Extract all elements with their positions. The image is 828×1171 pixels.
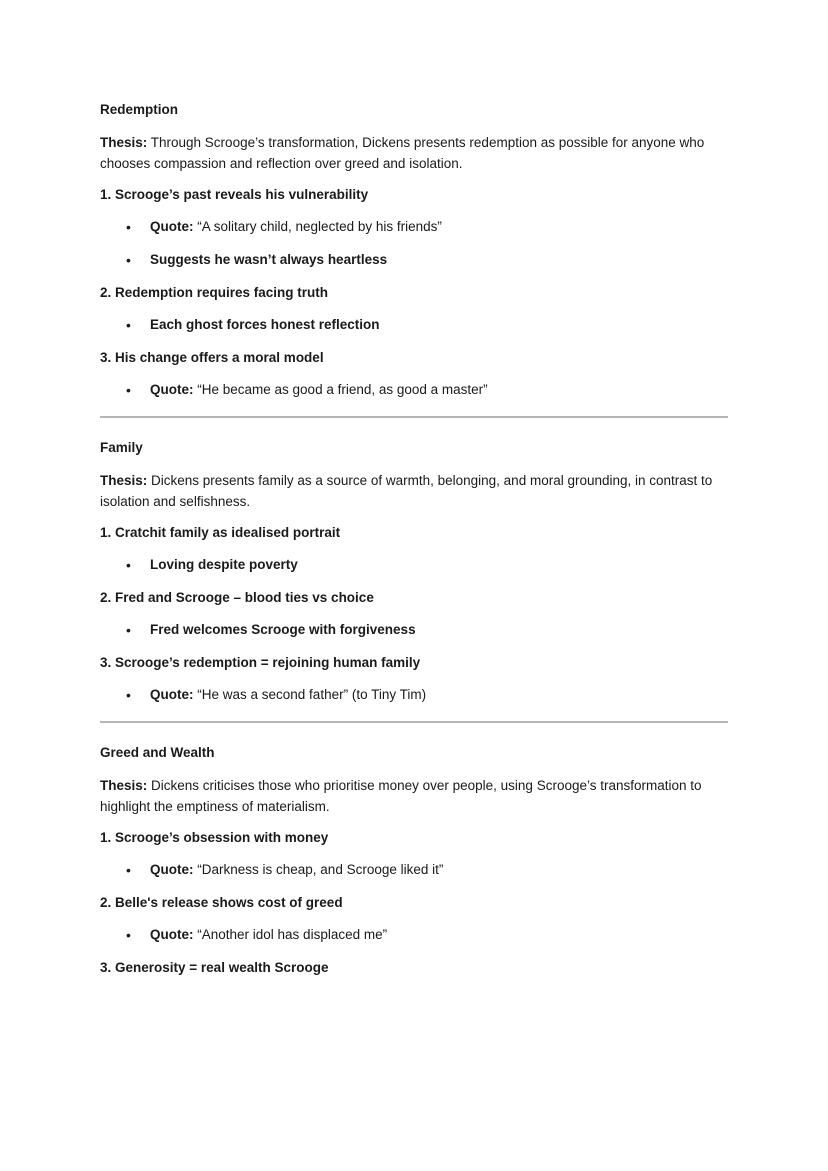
bullet-icon: •	[126, 557, 131, 573]
thesis-text: Dickens presents family as a source of warmth, belonging, and moral grounding, in contrast to isolation and selfishness.	[100, 473, 713, 509]
section-redemption	[100, 100, 728, 400]
bullet-icon: •	[126, 927, 131, 943]
point-heading: 1. Scrooge’s past reveals his vulnerability	[100, 187, 369, 202]
point-heading: 1. Cratchit family as idealised portrait	[100, 525, 341, 540]
bullet-icon: •	[126, 382, 131, 398]
bullet-item	[100, 250, 728, 270]
bullet-item	[100, 217, 728, 237]
bullet-icon: •	[126, 687, 131, 703]
section-greed-and-wealth	[100, 743, 728, 978]
point-heading: 3. His change offers a moral model	[100, 350, 324, 365]
bullet-label: Fred welcomes Scrooge with forgiveness	[150, 622, 416, 637]
thesis	[100, 470, 728, 512]
bullet-item	[100, 860, 728, 880]
bullet-label: Quote:	[150, 382, 194, 397]
thesis	[100, 775, 728, 817]
bullet-text: “Darkness is cheap, and Scrooge liked it”	[193, 862, 444, 877]
bullet-label: Quote:	[150, 219, 194, 234]
thesis-label: Thesis:	[100, 778, 148, 793]
thesis-label: Thesis:	[100, 473, 148, 488]
section-divider	[100, 416, 728, 418]
bullet-icon: •	[126, 622, 131, 638]
bullet-item	[100, 555, 728, 575]
bullet-item	[100, 315, 728, 335]
bullet-icon: •	[126, 219, 131, 235]
thesis-text: Dickens criticises those who prioritise money over people, using Scrooge’s transformation to highlight the emptiness of materialism.	[100, 778, 702, 814]
section-family	[100, 438, 728, 705]
bullet-label: Suggests he wasn’t always heartless	[150, 252, 388, 267]
bullet-text: “He became as good a friend, as good a master”	[193, 382, 488, 397]
point-heading: 3. Scrooge’s redemption = rejoining human family	[100, 655, 421, 670]
bullet-label: Quote:	[150, 927, 194, 942]
section-title: Redemption	[100, 102, 179, 117]
point-heading: 2. Redemption requires facing truth	[100, 285, 329, 300]
bullet-text: “He was a second father” (to Tiny Tim)	[193, 687, 427, 702]
point-heading: 2. Fred and Scrooge – blood ties vs choice	[100, 590, 374, 605]
point-heading: 1. Scrooge’s obsession with money	[100, 830, 329, 845]
bullet-item	[100, 620, 728, 640]
section-divider	[100, 721, 728, 723]
bullet-text: “A solitary child, neglected by his friends”	[193, 219, 442, 234]
bullet-item	[100, 685, 728, 705]
bullet-label: Quote:	[150, 687, 194, 702]
thesis-text: Through Scrooge’s transformation, Dickens presents redemption as possible for anyone who chooses compassion and reflection over greed and isolation.	[100, 135, 705, 171]
thesis-label: Thesis:	[100, 135, 148, 150]
thesis	[100, 132, 728, 174]
bullet-label: Loving despite poverty	[150, 557, 298, 572]
bullet-label: Each ghost forces honest reflection	[150, 317, 380, 332]
bullet-icon: •	[126, 252, 131, 268]
section-title: Greed and Wealth	[100, 745, 215, 760]
document-page	[100, 100, 728, 990]
section-title: Family	[100, 440, 143, 455]
bullet-item	[100, 380, 728, 400]
point-heading: 3. Generosity = real wealth Scrooge	[100, 960, 329, 975]
bullet-label: Quote:	[150, 862, 194, 877]
bullet-icon: •	[126, 317, 131, 333]
bullet-item	[100, 925, 728, 945]
bullet-text: “Another idol has displaced me”	[193, 927, 388, 942]
bullet-icon: •	[126, 862, 131, 878]
point-heading: 2. Belle's release shows cost of greed	[100, 895, 343, 910]
